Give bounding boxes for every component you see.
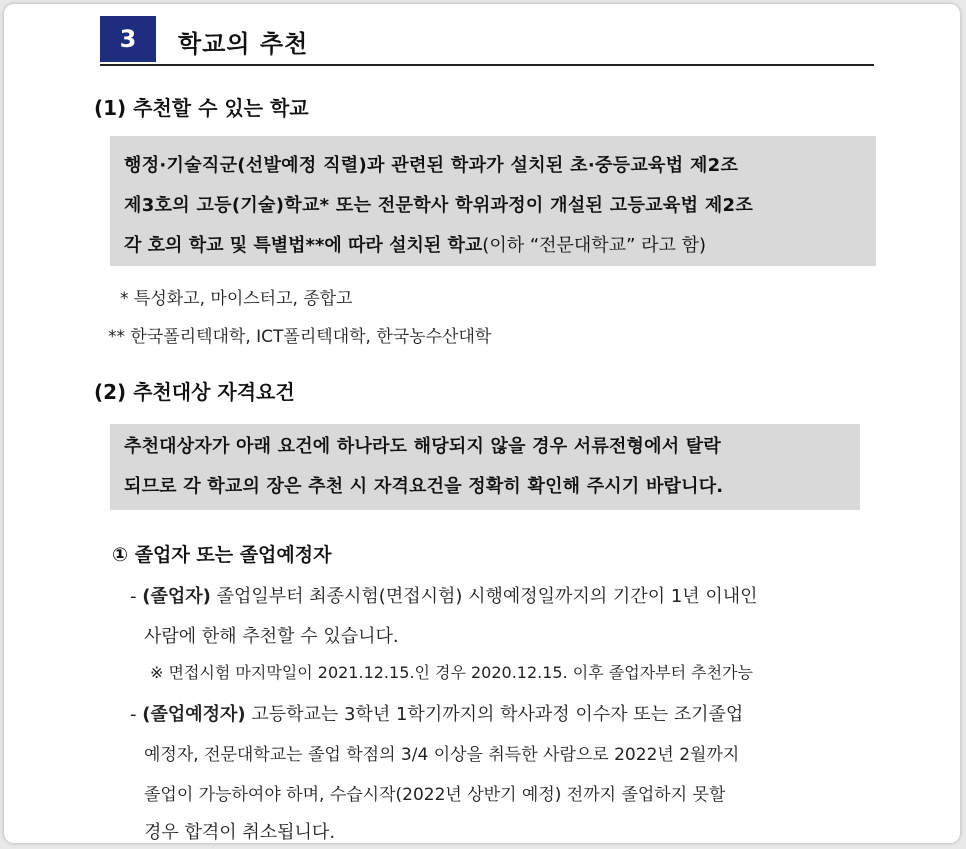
box-line: 행정·기술직군(선발예정 직렬)과 관련된 학과가 설치된 초·중등교육법 제2조: [124, 155, 739, 176]
qualification-warning-box: [110, 424, 860, 510]
box-line: 제3호의 고등(기술)학교* 또는 전문학사 학위과정이 개설된 고등교육법 제2조: [124, 195, 754, 216]
schools-info-box: [110, 136, 876, 266]
footnote-special-law-schools: ** 한국폴리텍대학, ICT폴리텍대학, 한국농수산대학: [108, 327, 492, 347]
graduate-label: (졸업자): [142, 586, 211, 607]
section-title: 학교의 추천: [178, 30, 309, 58]
item-graduate-heading: ① 졸업자 또는 졸업예정자: [112, 544, 332, 566]
graduate-line-1: [130, 582, 758, 608]
graduate-text: 졸업일부터 최종시험(면접시험) 시행예정일까지의 기간이 1년 이내인: [210, 586, 758, 607]
box-line: [124, 226, 862, 266]
expected-line-2: 예정자, 전문대학교는 졸업 학점의 3/4 이상을 취득한 사람으로 2022년 2월까지: [144, 745, 740, 765]
dash: -: [130, 586, 137, 607]
box-line-bold: 각 호의 학교 및 특별법**에 따라 설치된 학교: [124, 235, 483, 256]
subheading-recommendable-schools: (1) 추천할 수 있는 학교: [94, 96, 309, 120]
footnote-specialized-schools: * 특성화고, 마이스터고, 종합고: [120, 289, 353, 309]
section-number-badge: 3: [100, 16, 156, 62]
graduate-note: ※ 면접시험 마지막일이 2021.12.15.인 경우 2020.12.15. 이후 졸업자부터 추천가능: [150, 663, 753, 682]
section-header: [100, 14, 874, 66]
expected-text: 고등학교는 3학년 1학기까지의 학사과정 이수자 또는 조기졸업: [245, 704, 744, 725]
dash: -: [130, 704, 137, 725]
expected-line-4: 경우 합격이 취소됩니다.: [144, 822, 336, 843]
subheading-qualification: (2) 추천대상 자격요건: [94, 380, 295, 404]
expected-line-1: [130, 700, 743, 726]
expected-line-3: 졸업이 가능하여야 하며, 수습시작(2022년 상반기 예정) 전까지 졸업하지 못할: [144, 785, 726, 805]
box-line: 추천대상자가 아래 요건에 하나라도 해당되지 않을 경우 서류전형에서 탈락: [124, 436, 721, 457]
box-line: 되므로 각 학교의 장은 추천 시 자격요건을 정확히 확인해 주시기 바랍니다.: [124, 476, 724, 497]
document-page: [4, 4, 960, 843]
graduate-line-2: 사람에 한해 추천할 수 있습니다.: [144, 626, 399, 647]
box-line-suffix: (이하 “전문대학교” 라고 함): [482, 235, 707, 256]
expected-label: (졸업예정자): [142, 704, 246, 725]
